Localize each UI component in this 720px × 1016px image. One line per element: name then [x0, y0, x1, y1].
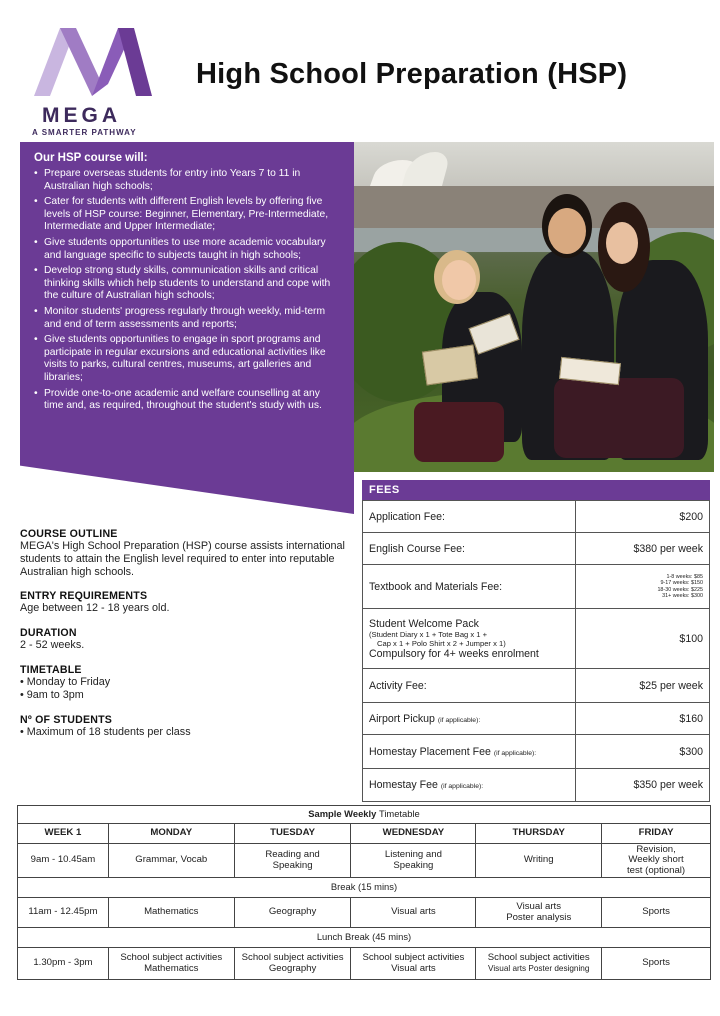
fee-amount: $25 per week [576, 669, 710, 703]
fees-box [362, 480, 710, 802]
fee-label: Homestay Fee (if applicable): [363, 769, 576, 802]
fee-row-english [363, 533, 710, 565]
time-cell: 1.30pm - 3pm [18, 948, 109, 980]
entry-requirements-section [20, 590, 350, 615]
class-cell: Sports [602, 948, 711, 980]
fee-amount: $300 [576, 735, 710, 769]
timetable-heading: TIMETABLE [20, 663, 82, 676]
timetable-row [18, 844, 711, 878]
students-photo [354, 142, 714, 472]
course-benefits-content [20, 152, 350, 416]
fee-amount: $160 [576, 703, 710, 735]
course-outline-text: MEGA's High School Preparation (HSP) course assists international students to attain the English level required to enter into reputable Australian high schools. [20, 540, 345, 578]
fee-row-homestay [363, 769, 710, 802]
fee-row-placement [363, 735, 710, 769]
sample-weekly-timetable [17, 805, 711, 980]
class-cell: Visual arts [351, 898, 476, 928]
timetable-row [18, 898, 711, 928]
page-title: High School Preparation (HSP) [196, 58, 628, 90]
students-section [20, 714, 350, 739]
fee-label: Textbook and Materials Fee: [363, 565, 576, 609]
class-cell: Writing [476, 844, 602, 878]
benefit-item: • Provide one-to-one academic and welfare counselling at any time and, as required, throughout the student's study with us. [34, 388, 342, 413]
column-header: MONDAY [108, 824, 234, 844]
fee-amount: $350 per week [576, 769, 710, 802]
fee-row-textbook [363, 565, 710, 609]
duration-section [20, 627, 350, 652]
benefit-item: • Cater for students with different English levels by offering five levels of HSP course: Beginner, Elementary, Pre-Intermediate, Intermediate and Upper Intermediate; [34, 196, 342, 234]
column-header: THURSDAY [476, 824, 602, 844]
students-item: • Maximum of 18 students per class [20, 725, 191, 738]
class-cell: School subject activities Visual arts Poster designing [476, 948, 602, 980]
timetable-caption-row [18, 806, 711, 824]
logo-tagline: A SMARTER PATHWAY [32, 128, 137, 137]
fee-tiers: 1-8 weeks: $85 9-17 weeks: $150 18-30 weeks: $225 31+ weeks: $300 [576, 565, 710, 609]
break-row [18, 928, 711, 948]
class-cell: Geography [234, 898, 351, 928]
fees-table [362, 500, 710, 802]
timetable-item: • 9am to 3pm [20, 688, 84, 701]
benefit-item: • Develop strong study skills, communication skills and critical thinking skills which help students to understand and cope with the culture of Australian high schools; [34, 265, 342, 303]
timetable-item: • Monday to Friday [20, 675, 111, 688]
course-outline-section [20, 528, 350, 578]
benefit-item: • Prepare overseas students for entry into Years 7 to 11 in Australian high schools; [34, 168, 342, 193]
fee-label: Airport Pickup (if applicable): [363, 703, 576, 735]
time-cell: 11am - 12.45pm [18, 898, 109, 928]
class-cell: School subject activities Mathematics [108, 948, 234, 980]
students-heading: Nº OF STUDENTS [20, 713, 113, 726]
class-cell: Mathematics [108, 898, 234, 928]
fee-row-application [363, 501, 710, 533]
duration-heading: DURATION [20, 627, 77, 640]
class-cell: Revision, Weekly short test (optional) [602, 844, 711, 878]
logo-wordmark: MEGA [42, 104, 121, 127]
timetable-header-row [18, 824, 711, 844]
fee-amount: $380 per week [576, 533, 710, 565]
fee-label: Homestay Placement Fee (if applicable): [363, 735, 576, 769]
class-cell: Visual arts Poster analysis [476, 898, 602, 928]
duration-text: 2 - 52 weeks. [20, 639, 85, 652]
column-header: WEDNESDAY [351, 824, 476, 844]
column-header: FRIDAY [602, 824, 711, 844]
column-header: WEEK 1 [18, 824, 109, 844]
benefit-item: • Give students opportunities to engage in sport programs and participate in regular excursions and educational activities like visits to parks, cultural centres, museums, art galleries and libraries; [34, 334, 342, 384]
class-cell: Listening and Speaking [351, 844, 476, 878]
class-cell: Sports [602, 898, 711, 928]
fee-label: English Course Fee: [363, 533, 576, 565]
timetable-section [20, 664, 350, 702]
mega-m-icon [30, 20, 154, 100]
fee-label: Student Welcome Pack (Student Diary x 1 + Tote Bag x 1 + Cap x 1 + Polo Shirt x 2 + Jumper x 1) Compulsory for 4+ weeks enrolment [363, 609, 576, 669]
class-cell: School subject activities Geography [234, 948, 351, 980]
fee-label: Application Fee: [363, 501, 576, 533]
break-cell: Break (15 mins) [18, 878, 711, 898]
course-info [20, 528, 350, 750]
fee-amount: $100 [576, 609, 710, 669]
fee-amount: $200 [576, 501, 710, 533]
entry-requirements-text: Age between 12 - 18 years old. [20, 602, 170, 615]
mega-logo [28, 18, 158, 136]
class-cell: Grammar, Vocab [108, 844, 234, 878]
time-cell: 9am - 10.45am [18, 844, 109, 878]
course-benefits-list [34, 168, 342, 413]
timetable-row [18, 948, 711, 980]
class-cell: School subject activities Visual arts [351, 948, 476, 980]
benefit-item: • Give students opportunities to use more academic vocabulary and language specific to subjects taught in high schools; [34, 237, 342, 262]
fee-label: Activity Fee: [363, 669, 576, 703]
course-outline-heading: COURSE OUTLINE [20, 528, 118, 540]
break-row [18, 878, 711, 898]
column-header: TUESDAY [234, 824, 351, 844]
fees-heading: FEES [362, 480, 710, 500]
fee-row-activity [363, 669, 710, 703]
fee-row-welcome-pack [363, 609, 710, 669]
fee-row-airport [363, 703, 710, 735]
break-cell: Lunch Break (45 mins) [18, 928, 711, 948]
course-benefits-heading: Our HSP course will: [34, 152, 148, 164]
benefit-item: • Monitor students' progress regularly through weekly, mid-term and end of term assessments and reports; [34, 306, 342, 331]
class-cell: Reading and Speaking [234, 844, 351, 878]
entry-requirements-heading: ENTRY REQUIREMENTS [20, 590, 148, 603]
timetable-caption: Sample Weekly Timetable [18, 806, 711, 824]
